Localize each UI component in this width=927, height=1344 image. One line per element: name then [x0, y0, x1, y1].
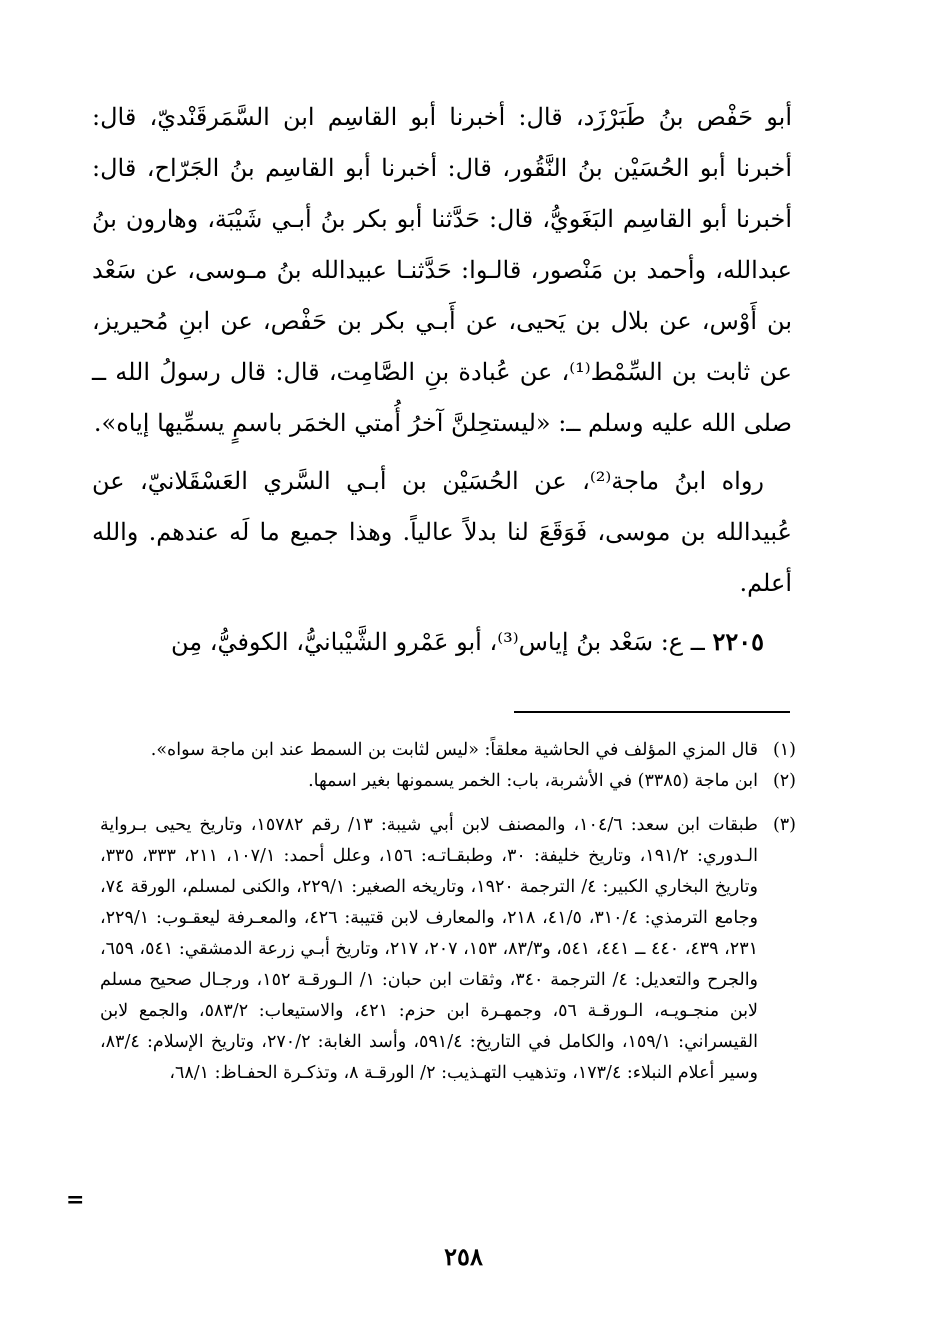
- footnotes: [100, 735, 796, 1089]
- entry-number: ٢٢٠٥: [712, 627, 764, 656]
- page-number: ٢٥٨: [444, 1242, 483, 1271]
- footnote-text: ابن ماجة (٣٣٨٥) في الأشربة، باب: الخمر يسمونها بغير اسمها.: [308, 771, 758, 791]
- footnote-separator: [514, 711, 790, 713]
- footnote-number: (٢): [772, 771, 796, 791]
- takhrij-paragraph: رواه ابنُ ماجة⁽²⁾، عن الحُسَيْن بن أبـي السَّري العَسْقَلانيّ، عن عُبيدالله بن موسى، فَوَقَعَ لنا بدلاً عالياً. وهذا جميع ما لَه عندهم. والله أعلم.: [92, 467, 792, 597]
- entry-text: ــ ع: سَعْد بنُ إياس⁽³⁾، أبو عَمْرو الشَّيْبانيُّ، الكوفيُّ، مِن: [170, 628, 713, 656]
- footnote-number: (٣): [772, 815, 796, 835]
- biography-entry: [92, 616, 792, 668]
- footnote-text: طبقات ابن سعد: ١٠٤/٦، والمصنف لابن أبي شيبة: ١٣/ رقم ١٥٧٨٢، وتاريخ يحيى بـرواية الـدوري: ١٩١/٢، وتاريخ خليفة: ٣٠، وطبقـاتـه: ١٥٦، وعلل أحمد: ١٠٧/١، ٢١١، ٣٣٣، ٣٣٥، وتاريخ البخاري الكبير: ٤/ الترجمة ١٩٢٠، وتاريخه الصغير: ٢٢٩/١، والكنى لمسلم، الورقة ٧٤، وجامع الترمذي: ٣١٠/٤، ٤١/٥، ٢١٨، والمعارف لابن قتيبة: ٤٢٦، والمعـرفة ليعقـوب: ٢٢٩/١، ٢٣١، ٤٣٩، ٤٤٠ ــ ٤٤١، ٥٤١، و٨٣/٣، ١٥٣، ٢٠٧، ٢١٧، وتاريخ أبـي زرعة الدمشقي: ٥٤١، ٦٥٩، والجرح والتعديل: ٤/ الترجمة ٣٤٠، وثقات ابن حبان: ١/ الـورقـة ١٥٢، ورجـال صحيح مسلم لابن منجـويـه، الـورقـة ٥٦، وجمهـرة ابن حزم: ٤٢١، والاستيعاب: ٥٨٣/٢، والجمع لابن القيسراني: ١٥٩/١، والكامل في التاريخ: ٥٩١/٤، وأسد الغابة: ٢٧٠/٢، وتاريخ الإسلام: ٨٣/٤، وسير أعلام النبلاء: ١٧٣/٤، وتذهيب التهـذيب: ٢/ الورقـة ٨، وتذكـرة الحفـاظ: ٦٨/١،: [100, 815, 759, 1083]
- footnote-number: (١): [772, 740, 796, 760]
- main-text: [92, 92, 792, 668]
- footnote-text: قال المزي المؤلف في الحاشية معلقاً: «ليس لثابت بن السمط عند ابن ماجة سواه».: [150, 740, 758, 760]
- hadith-paragraph: أبو حَفْص بنُ طَبَرْزَد، قال: أخبرنا أبو القاسِم ابن السَّمَرقَنْديّ، قال: أخبرنا أبو الحُسَيْن بنُ النَّقُور، قال: أخبرنا أبو القاسِم بنُ الجَرّاح، قال: أخبرنا أبو القاسِم البَغَويُّ، قال: حَدَّثنا أبو بكر بنُ أبـي شَيْبَة، وهارون بنُ عبدالله، وأحمد بن مَنْصور، قالـوا: حَدَّثنـا عبيدالله بنُ مـوسى، عن سَعْد بن أَوْس، عن بلال بن يَحيى، عن أَبـي بكر بن حَفْص، عن ابنِ مُحيريز، عن ثابت بن السِّمْط⁽¹⁾، عن عُبادة بنِ الصَّامِت، قال: قال رسولُ الله ــ صلى الله عليه وسلم ــ: «ليستحِلنَّ آخرُ أُمتي الخمَر باسمٍ يسمِّيها إياه».: [92, 103, 793, 437]
- continuation-mark: =: [66, 1187, 85, 1213]
- footnote-1: [100, 735, 796, 766]
- footnote-3: [100, 810, 796, 1089]
- footnote-2: [100, 766, 796, 797]
